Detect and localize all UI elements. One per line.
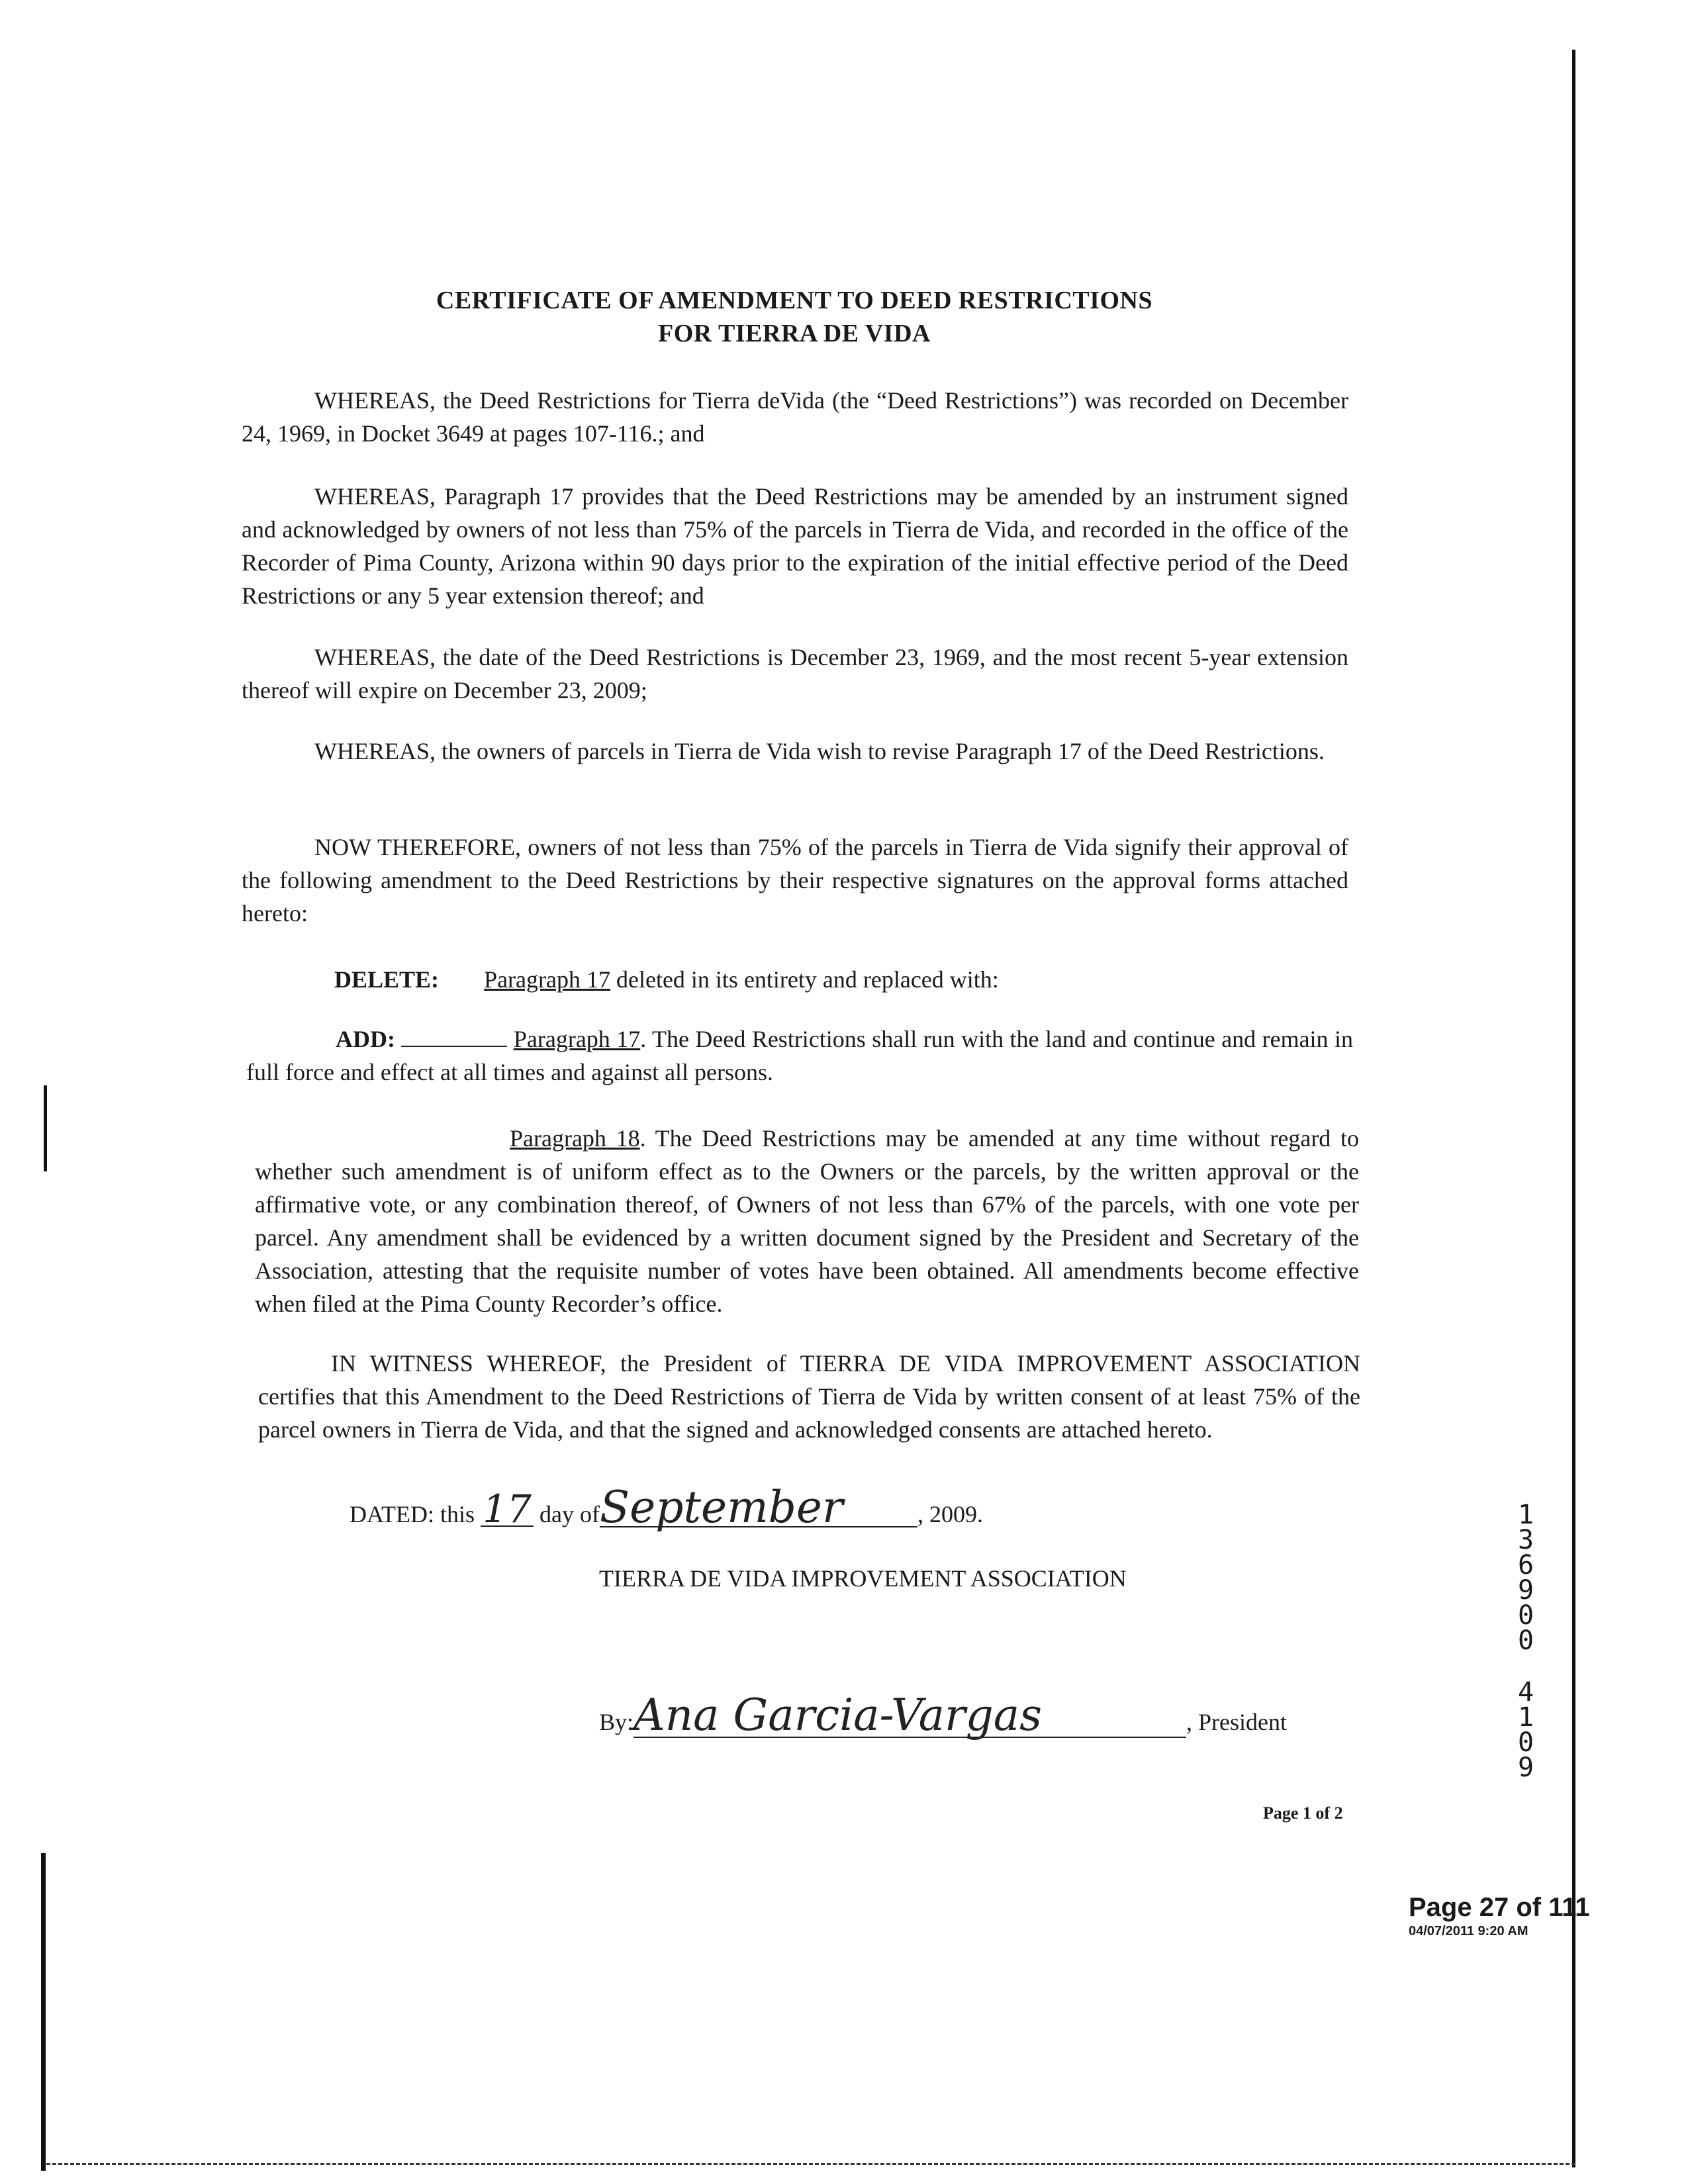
document-title-line1: CERTIFICATE OF AMENDMENT TO DEED RESTRICTIONS — [436, 287, 1153, 314]
witness-paragraph: IN WITNESS WHEREOF, the President of TIERRA DE VIDA IMPROVEMENT ASSOCIATION certifies that this Amendment to the Deed Restrictions of Tierra de Vida by written consent of at least 75% of the parcel owners in Tierra de Vida, and that the signed and acknowledged consents are attached hereto. — [258, 1350, 1360, 1443]
recorder-digit: 0 — [1517, 1600, 1534, 1631]
add-clause — [246, 1023, 1353, 1089]
paragraph-18-clause — [255, 1122, 1359, 1320]
add-label: ADD: — [336, 1026, 395, 1052]
recorder-digit: 4 — [1517, 1677, 1534, 1707]
recorder-digit: 1 — [1517, 1500, 1534, 1530]
document-title-line2: FOR TIERRA DE VIDA — [658, 320, 931, 347]
left-edge-mark — [41, 1853, 46, 2171]
delete-clause — [334, 963, 1354, 996]
left-edge-mark-upper — [44, 1085, 47, 1171]
dated-day: 17 — [481, 1492, 534, 1527]
paragraph-18-text: . The Deed Restrictions may be amended at any time without regard to whether such amendment is of uniform effect as to the Owners or the parcels, by the written approval or the affirmative vote, or any combination thereof, of Owners of not less than 67% of the parcels, with one vote per parcel. Any amendment shall be evidenced by a written document signed by the President and Secretary of the Association, attesting that the requisite number of votes have been obtained. All amendments become effective when filed at the Pima County Recorder’s office. — [255, 1125, 1359, 1317]
signature-line — [599, 1690, 1393, 1741]
whereas-paragraph-4: WHEREAS, the owners of parcels in Tierra de Vida wish to revise Paragraph 17 of the Deed Restrictions. — [314, 738, 1325, 764]
recorder-digit: 0 — [1517, 1727, 1534, 1758]
president-label: , President — [1186, 1709, 1287, 1735]
dated-line — [350, 1482, 1144, 1533]
whereas-paragraph-2: WHEREAS, Paragraph 17 provides that the Deed Restrictions may be amended by an instrument signed and acknowledged by owners of not less than 75% of the parcels in Tierra de Vida, and recorded in the office of the Recorder of Pima County, Arizona within 90 days prior to the expiration of the initial effective period of the Deed Restrictions or any 5 year extension thereof; and — [242, 483, 1348, 609]
delete-paragraph-ref: Paragraph 17 — [484, 966, 610, 993]
delete-text: deleted in its entirety and replaced with: — [616, 966, 999, 993]
president-signature: Ana Garcia-Vargas — [633, 1694, 1186, 1738]
right-margin-line — [1572, 50, 1575, 2167]
dated-mid: day of — [539, 1501, 600, 1527]
add-text: . The Deed Restrictions shall run with the land and continue and remain in full force and effect at all times and against all persons. — [246, 1026, 1353, 1085]
association-name: TIERRA DE VIDA IMPROVEMENT ASSOCIATION — [599, 1565, 1127, 1592]
dated-month: September — [600, 1489, 917, 1527]
print-datetime: 04/07/2011 9:20 AM — [1409, 1924, 1528, 1938]
recorder-digit: 3 — [1517, 1525, 1534, 1555]
recorder-digit: 0 — [1517, 1625, 1534, 1656]
dated-prefix: DATED: this — [350, 1501, 475, 1527]
delete-label: DELETE: — [334, 966, 440, 993]
bottom-edge-line — [46, 2163, 1575, 2165]
page-stamp: Page 27 of 111 — [1409, 1893, 1590, 1922]
recorder-digit: 9 — [1517, 1575, 1534, 1606]
recorder-docket-number — [1513, 1500, 1539, 1783]
recorder-digit: 1 — [1517, 1702, 1534, 1733]
whereas-paragraph-3: WHEREAS, the date of the Deed Restrictions is December 23, 1969, and the most recent 5-year extension thereof will expire on December 23, 2009; — [242, 644, 1348, 704]
paragraph-18-ref: Paragraph 18 — [510, 1125, 640, 1152]
page-number: Page 1 of 2 — [1263, 1803, 1343, 1823]
add-paragraph-ref: Paragraph 17 — [513, 1026, 641, 1052]
dated-year: , 2009. — [917, 1501, 983, 1527]
whereas-paragraph-1: WHEREAS, the Deed Restrictions for Tierra deVida (the “Deed Restrictions”) was recorded on December 24, 1969, in Docket 3649 at pages 107-116.; and — [242, 387, 1348, 447]
recorder-digit: 9 — [1517, 1752, 1534, 1783]
now-therefore-paragraph: NOW THEREFORE, owners of not less than 75% of the parcels in Tierra de Vida signify their approval of the following amendment to the Deed Restrictions by their respective signatures on the approval forms attached hereto: — [242, 834, 1348, 927]
by-label: By: — [599, 1709, 634, 1735]
recorder-digit: 6 — [1517, 1550, 1534, 1580]
